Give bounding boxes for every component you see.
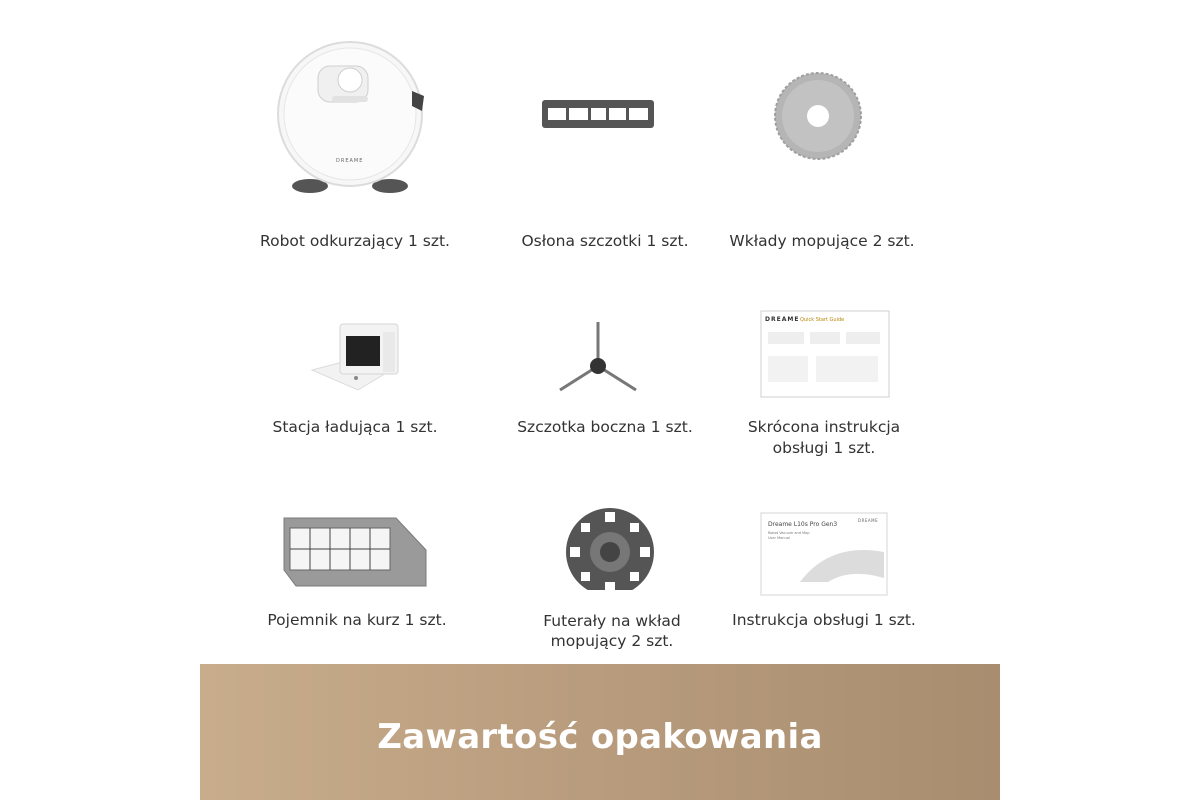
mop-holder-image (560, 506, 664, 594)
charging-station-image (308, 318, 404, 398)
manual-subtitle1-text: Robot Vacuum and Mop (768, 531, 810, 535)
item-label-side-brush: Szczotka boczna 1 szt. (517, 418, 693, 436)
robot-brand-text: DREAME (336, 158, 364, 164)
item-label-mop-holder-line2: mopujący 2 szt. (550, 632, 674, 650)
robot-vacuum-image (270, 36, 430, 200)
quick-guide-brand-text: DREAME (765, 316, 800, 323)
dust-bin-image (276, 510, 436, 594)
item-label-mop-holder-line1: Futerały na wkład (543, 612, 681, 630)
banner-title: Zawartość opakowania (377, 717, 823, 757)
manual-brand-text: DREAME (858, 518, 879, 523)
manual-subtitle2-text: User Manual (768, 536, 790, 540)
item-label-user-manual: Instrukcja obsługi 1 szt. (732, 611, 916, 629)
item-label-quick-guide-line2: obsługi 1 szt. (772, 439, 876, 457)
manual-title-text: Dreame L10s Pro Gen3 (768, 521, 838, 528)
side-brush-image (556, 318, 640, 402)
item-label-brush-guard: Osłona szczotki 1 szt. (521, 232, 689, 250)
item-label-quick-guide-line1: Skrócona instrukcja (747, 418, 901, 436)
quick-guide-image (760, 310, 890, 402)
item-label-mop-pads: Wkłady mopujące 2 szt. (729, 232, 915, 250)
mop-pad-image (772, 70, 864, 166)
brush-guard-image (538, 96, 658, 136)
item-label-dust-bin: Pojemnik na kurz 1 szt. (267, 611, 447, 629)
banner (200, 664, 1000, 800)
quick-guide-title-text: Quick Start Guide (800, 317, 845, 323)
user-manual-image (760, 512, 888, 600)
item-label-robot: Robot odkurzający 1 szt. (260, 232, 450, 250)
item-label-charging-station: Stacja ładująca 1 szt. (272, 418, 438, 436)
